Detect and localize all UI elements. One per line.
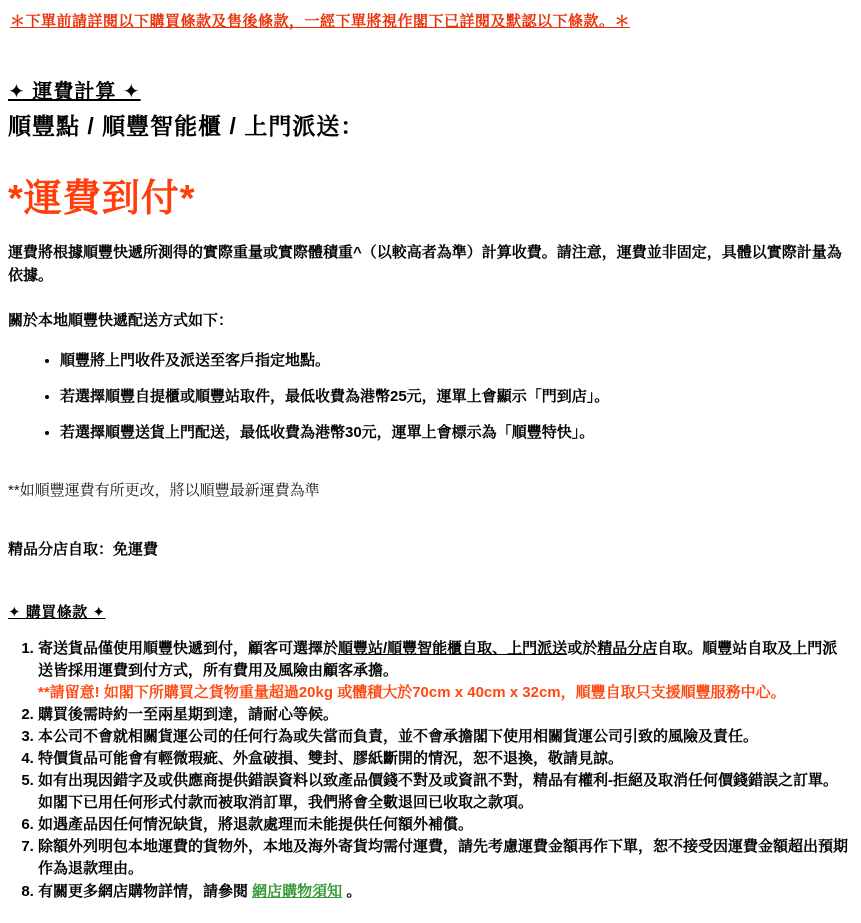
shipping-description: 運費將根據順豐快遞所測得的實際重量或實際體積重^（以較高者為準）計算收費。請注意，運費並非固定，具體以實際計量為依據。 xyxy=(8,244,842,284)
delivery-method-item-home-delivery: • 若選擇順豐送貨上門配送，最低收費為港幣30元，運單上會標示為「順豐特快」。 xyxy=(60,422,851,443)
term-item-shipping-fees: 7. 除額外列明包本地運費的貨物外，本地及海外寄貨均需付運費，請先考慮運費金額再作下單，恕不接受因運費金額超出預期作為退款理由。 xyxy=(38,836,851,880)
term8-text-2: 。 xyxy=(342,882,362,900)
term-item-courier-liability: 3. 本公司不會就相關貨運公司的任何行為或失當而負責，並不會承擔閣下使用相關貨運公司引致的風險及責任。 xyxy=(38,726,851,748)
term1-text-3: 自取。順豐站自取及上門派送皆採用運費到付方式，所有費用及風險由顧客承擔。 xyxy=(38,640,838,680)
delivery-method-item-locker-station: • 若選擇順豐自提櫃或順豐站取件，最低收費為港幣25元，運單上會顯示「門到店」。 xyxy=(60,386,851,407)
term1-underlined-boutique: 精品分店 xyxy=(597,640,658,657)
delivery-method-item-door-pickup: • 順豐將上門收件及派送至客戶指定地點。 xyxy=(60,350,851,371)
purchase-terms-heading: ✦ 購買條款 ✦ xyxy=(8,604,106,621)
term1-text-2: 或於 xyxy=(567,640,598,657)
freight-collect-banner: *運費到付* xyxy=(8,178,196,220)
term-item-discounted-goods: 4. 特價貨品可能會有輕微瑕疵、外盒破損、雙封、膠紙斷開的情況，恕不退換，敬請見諒。 xyxy=(38,748,851,770)
term1-text-1: 寄送貨品僅使用順豐快遞到付，顧客可選擇於 xyxy=(38,640,339,657)
store-pickup-note: 精品分店自取：免運費 xyxy=(8,541,159,558)
shopping-guide-link[interactable]: 網店購物須知 xyxy=(252,882,343,900)
term-item-more-info xyxy=(38,881,851,903)
term-item-delivery-time: 2. 購買後需時約一至兩星期到達，請耐心等候。 xyxy=(38,704,851,726)
term-item-shipping-options xyxy=(38,638,851,704)
term-item-out-of-stock: 6. 如遇產品因任何情況缺貨，將退款處理而未能提供任何額外補償。 xyxy=(38,814,851,836)
shipping-calc-heading: ✦ 運費計算 ✦ xyxy=(8,81,141,103)
freight-update-note: **如順豐運費有所更改，將以順豐最新運費為準 xyxy=(8,482,320,499)
term-item-pricing-errors: 5. 如有出現因錯字及或供應商提供錯誤資料以致產品價錢不對及或資訊不對，精品有權利-拒絕及取消任何價錢錯誤之訂單。如閣下已用任何形式付款而被取消訂單，我們將會全數退回已收取之款項。 xyxy=(38,770,851,814)
shipping-methods-subheading: 順豐點 / 順豐智能櫃 / 上門派送： xyxy=(8,113,365,139)
overweight-warning: **請留意! 如閣下所購買之貨物重量超過20kg 或體積大於70cm x 40cm x 32cm，順豐自取只支援順豐服務中心。 xyxy=(38,684,786,702)
term8-text-1: 有關更多網店購物詳情，請參閱 xyxy=(38,882,253,900)
top-notice: ＊下單前請詳閱以下購買條款及售後條款，一經下單將視作閣下已詳閱及默認以下條款。＊ xyxy=(10,13,631,30)
delivery-methods-list xyxy=(8,350,851,443)
purchase-terms-list xyxy=(8,638,851,903)
delivery-methods-intro: 關於本地順豐快遞配送方式如下： xyxy=(8,312,234,329)
term1-underlined-pickup-options: 順豐站/順豐智能櫃自取、上門派送 xyxy=(338,640,568,657)
